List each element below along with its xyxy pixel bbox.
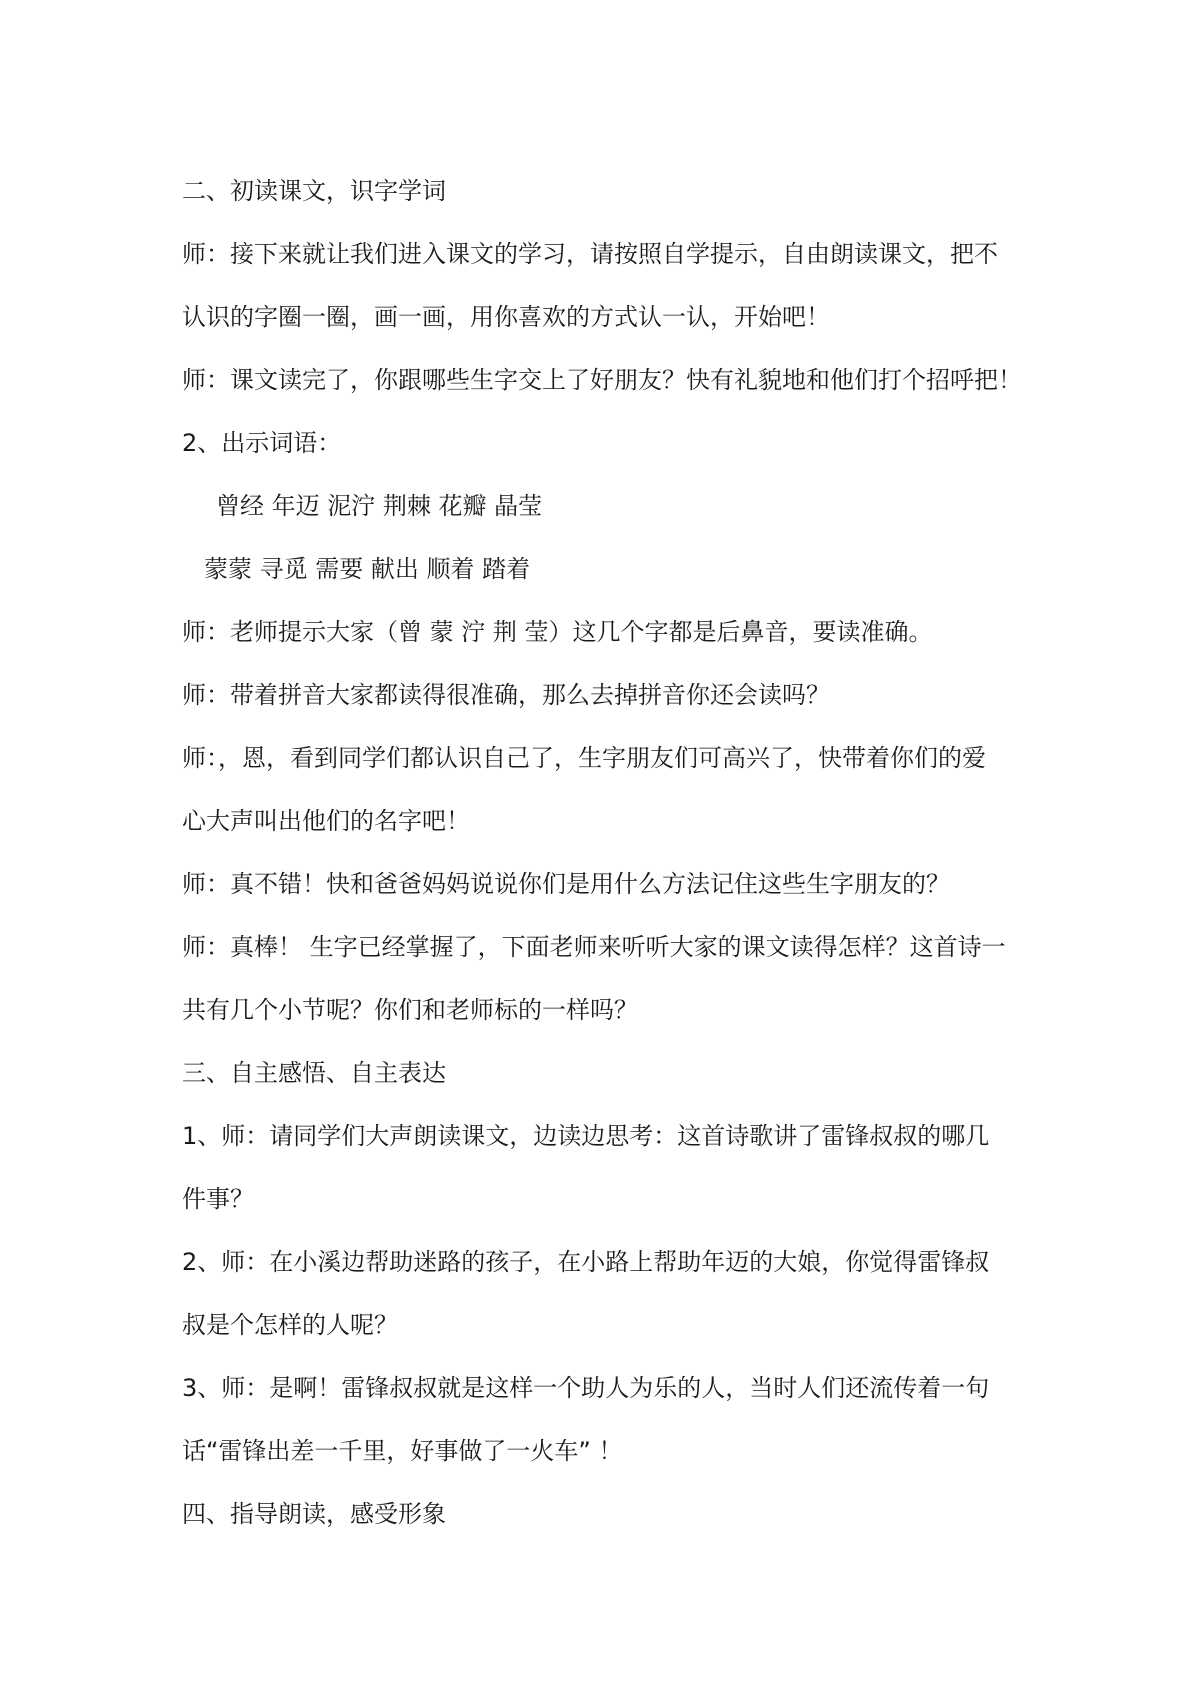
paragraph-line: 师：真棒！ 生字已经掌握了，下面老师来听听大家的课文读得怎样？这首诗一 [182, 933, 1006, 961]
vocabulary-row-2: 蒙蒙 寻觅 需要 献出 顺着 踏着 [204, 555, 531, 583]
subheading-vocabulary: 2、出示词语： [182, 429, 342, 457]
paragraph-line: 师：课文读完了，你跟哪些生字交上了好朋友？快有礼貌地和他们打个招呼把！ [182, 366, 1022, 394]
vocabulary-row-1: 曾经 年迈 泥泞 荆棘 花瓣 晶莹 [216, 492, 543, 520]
paragraph-line: 师：真不错！快和爸爸妈妈说说你们是用什么方法记住这些生字朋友的？ [182, 870, 950, 898]
section-heading-2: 二、初读课文，识字学词 [182, 177, 446, 205]
paragraph-line: 1、师：请同学们大声朗读课文，边读边思考：这首诗歌讲了雷锋叔叔的哪几 [182, 1122, 990, 1150]
paragraph-line: 话“雷锋出差一千里，好事做了一火车” ！ [182, 1437, 623, 1465]
paragraph-line: 师：带着拼音大家都读得很准确，那么去掉拼音你还会读吗？ [182, 681, 830, 709]
paragraph-line: 3、师：是啊！雷锋叔叔就是这样一个助人为乐的人，当时人们还流传着一句 [182, 1374, 990, 1402]
paragraph-line: 心大声叫出他们的名字吧！ [182, 807, 470, 835]
paragraph-line: 共有几个小节呢？你们和老师标的一样吗？ [182, 996, 638, 1024]
paragraph-line: 件事？ [182, 1185, 254, 1213]
section-heading-3: 三、自主感悟、自主表达 [182, 1059, 446, 1087]
paragraph-line: 师：老师提示大家（曾 蒙 泞 荆 莹）这几个字都是后鼻音，要读准确。 [182, 618, 933, 646]
paragraph-line: 师：接下来就让我们进入课文的学习，请按照自学提示，自由朗读课文，把不 [182, 240, 998, 268]
document-body [182, 160, 1032, 1546]
paragraph-line: 师：，恩，看到同学们都认识自己了，生字朋友们可高兴了，快带着你们的爱 [182, 744, 986, 772]
paragraph-line: 认识的字圈一圈，画一画，用你喜欢的方式认一认，开始吧！ [182, 303, 830, 331]
section-heading-4: 四、指导朗读，感受形象 [182, 1500, 446, 1528]
paragraph-line: 叔是个怎样的人呢？ [182, 1311, 398, 1339]
paragraph-line: 2、师：在小溪边帮助迷路的孩子，在小路上帮助年迈的大娘，你觉得雷锋叔 [182, 1248, 990, 1276]
